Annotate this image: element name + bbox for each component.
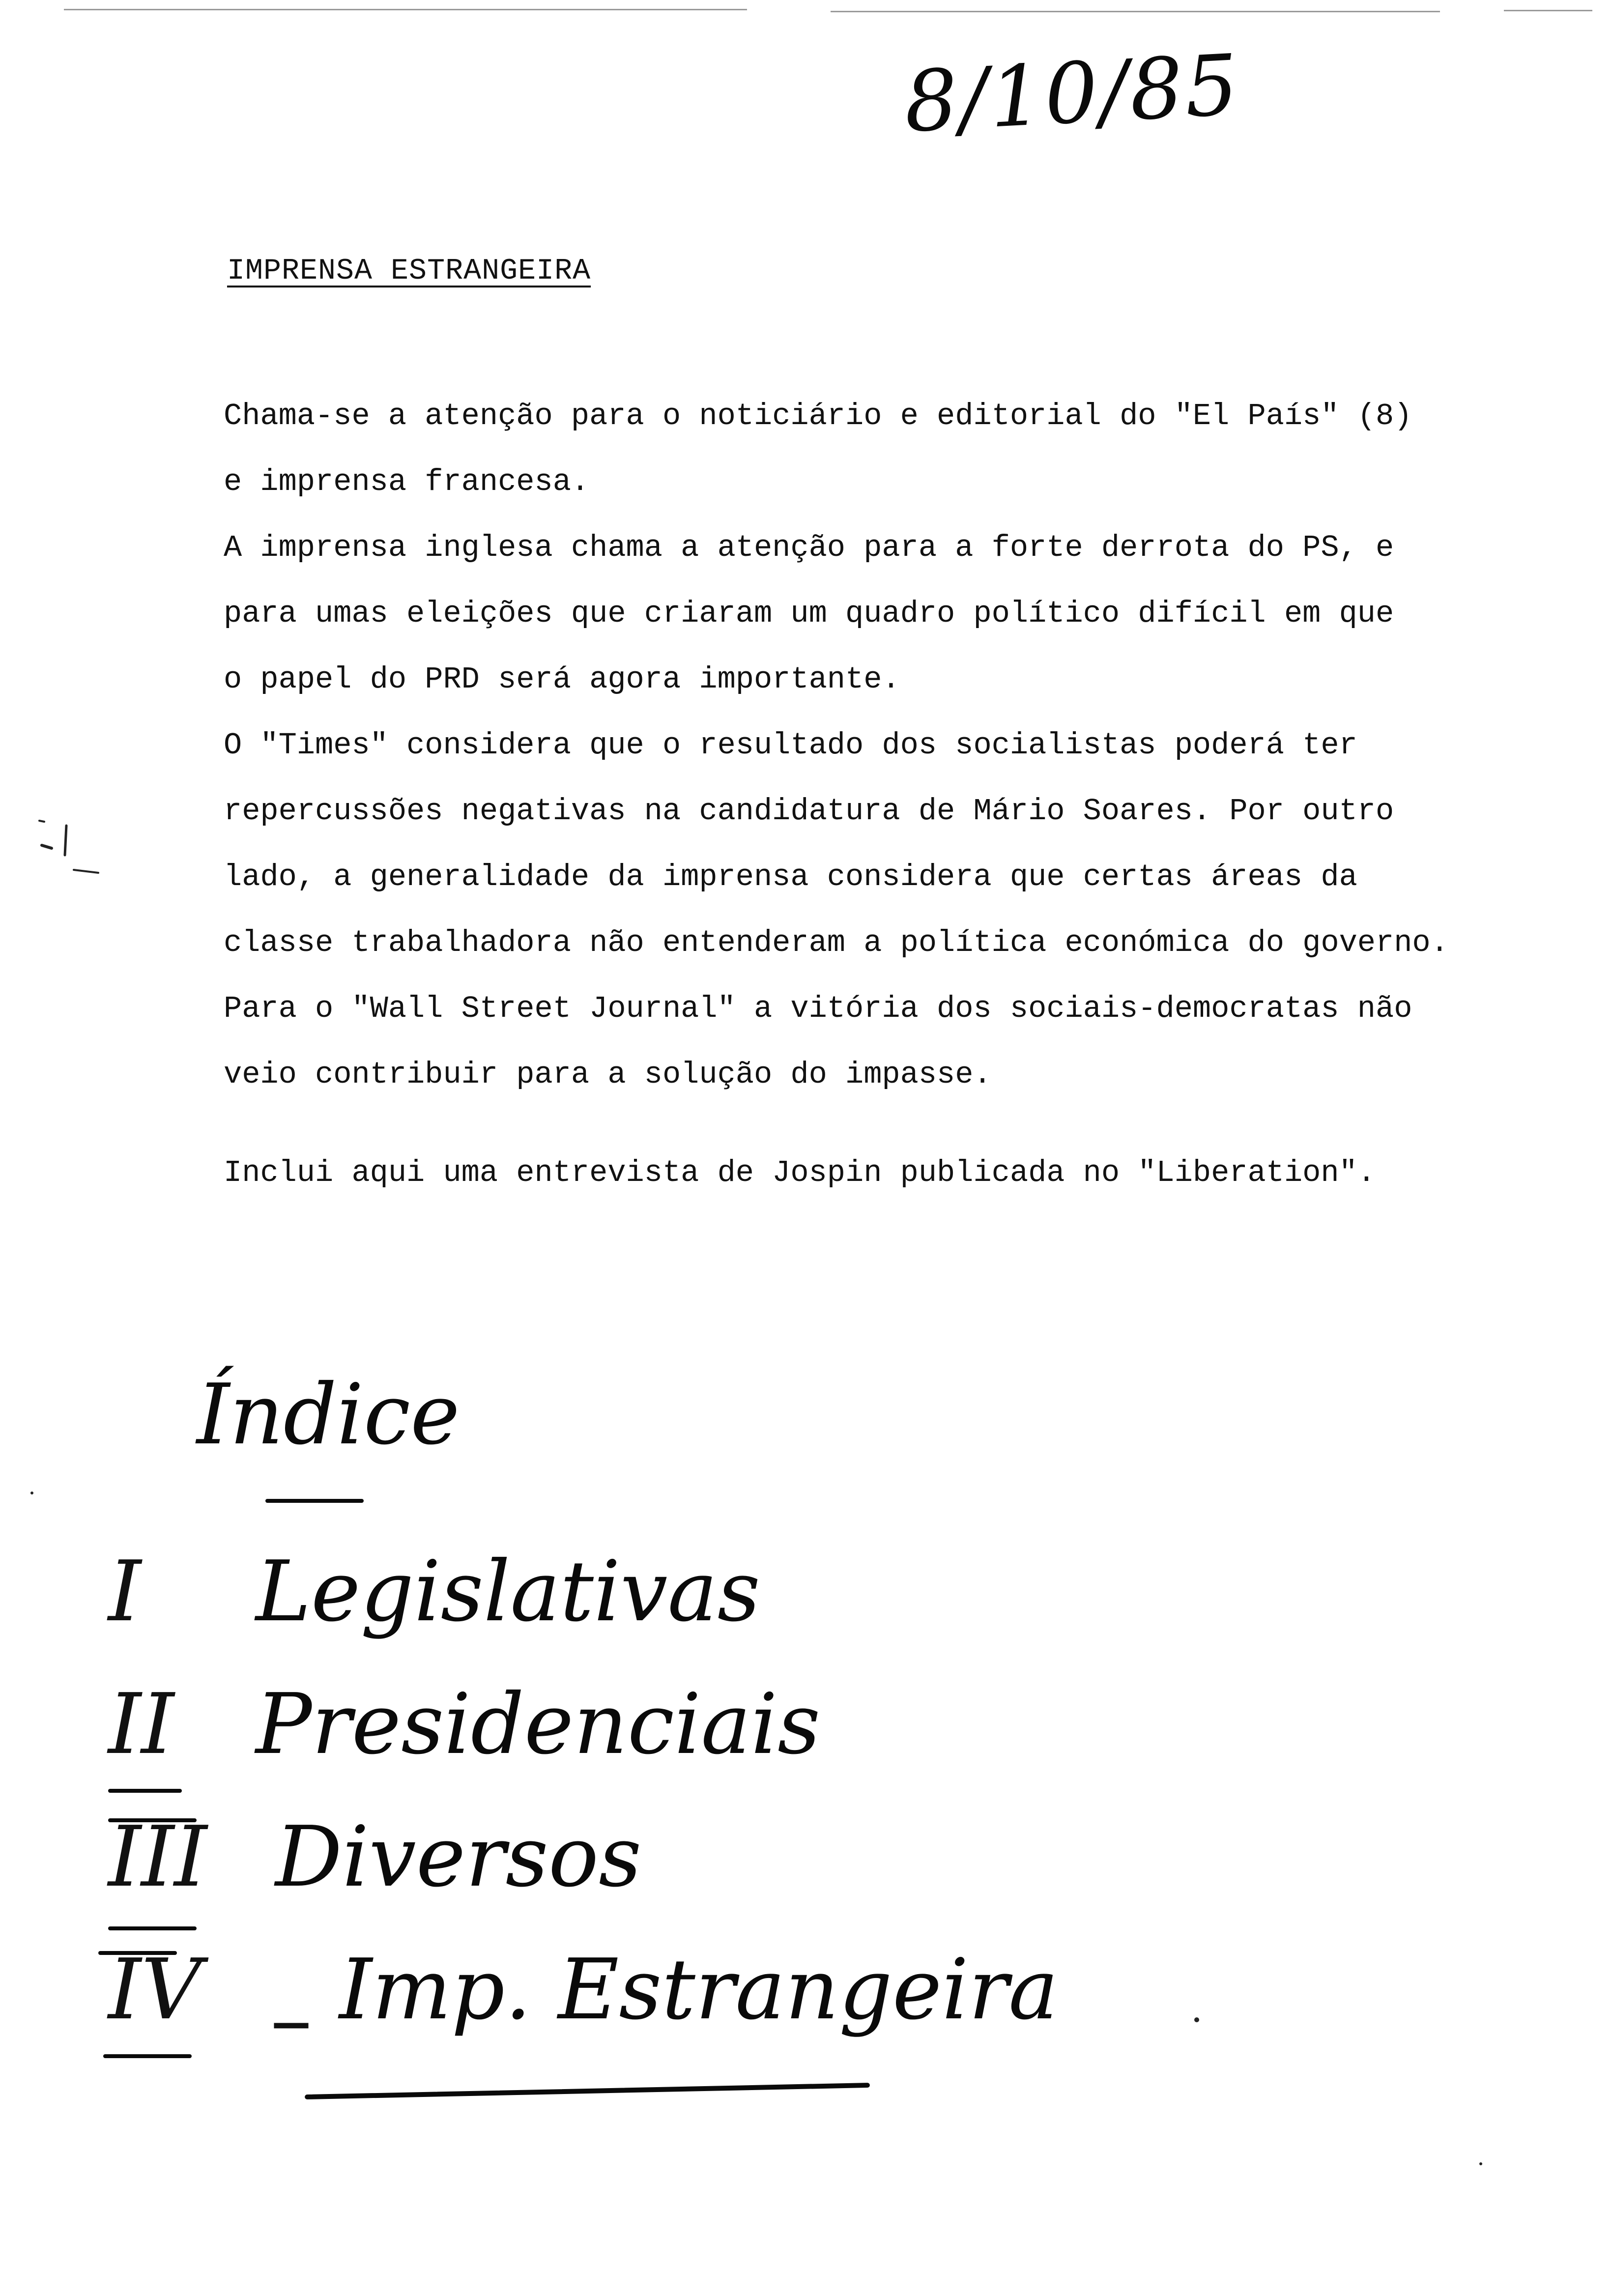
document-heading: IMPRENSA ESTRANGEIRA — [227, 255, 591, 288]
body-line: o papel do PRD será agora importante. — [224, 662, 900, 697]
scan-edge-line-far-right — [1504, 10, 1592, 11]
body-line: O "Times" considera que o resultado dos socialistas poderá ter — [224, 728, 1357, 763]
index-item — [93, 1543, 978, 1671]
speck — [30, 1492, 33, 1494]
body-line: Chama-se a atenção para o noticiário e editorial do "El País" (8) — [224, 399, 1412, 433]
index-numeral: II — [108, 1676, 174, 1773]
index-title: Índice — [197, 1366, 460, 1464]
index-numeral: IV — [108, 1941, 202, 2038]
body-line: A imprensa inglesa chama a atenção para a forte derrota do PS, e — [224, 530, 1394, 565]
document-body — [224, 383, 1560, 1206]
speck — [1479, 2162, 1482, 2165]
body-line: Para o "Wall Street Journal" a vitória dos sociais-democratas não — [224, 991, 1412, 1026]
body-line: e imprensa francesa. — [224, 464, 590, 499]
body-line: classe trabalhadora não entenderam a política económica do governo. — [224, 925, 1449, 960]
last-item-underline — [305, 2083, 870, 2099]
body-line: para umas eleições que criaram um quadro político difícil em que — [224, 596, 1394, 631]
scan-edge-line-left — [64, 9, 747, 10]
index-title-underline — [265, 1499, 364, 1503]
body-line: Inclui aqui uma entrevista de Jospin publicada no "Liberation". — [224, 1155, 1376, 1190]
index-label: Presidenciais — [256, 1676, 821, 1773]
margin-mark — [29, 816, 103, 885]
numeral-underline — [108, 1926, 197, 1930]
body-line: repercussões negativas na candidatura de Mário Soares. Por outro — [224, 794, 1394, 829]
index-numeral: III — [108, 1808, 207, 1906]
index-label: Legislativas — [256, 1543, 760, 1640]
body-line: lado, a generalidade da imprensa considera que certas áreas da — [224, 860, 1357, 894]
handwritten-index — [93, 1366, 1059, 2143]
index-dash: – — [270, 1971, 312, 2068]
index-label: Imp. Estrangeira — [339, 1941, 1059, 2038]
speck — [1194, 2017, 1199, 2022]
handwritten-date: 8/10/85 — [902, 36, 1243, 151]
index-label: Diversos — [275, 1808, 642, 1906]
scan-edge-line-right — [831, 11, 1440, 12]
index-item — [93, 1808, 978, 1936]
index-item — [93, 1941, 1059, 2069]
index-numeral: I — [108, 1543, 142, 1640]
numeral-underline — [103, 2054, 192, 2058]
index-item — [93, 1676, 978, 1804]
body-line: veio contribuir para a solução do impasse. — [224, 1057, 992, 1092]
numeral-underline — [108, 1789, 182, 1793]
